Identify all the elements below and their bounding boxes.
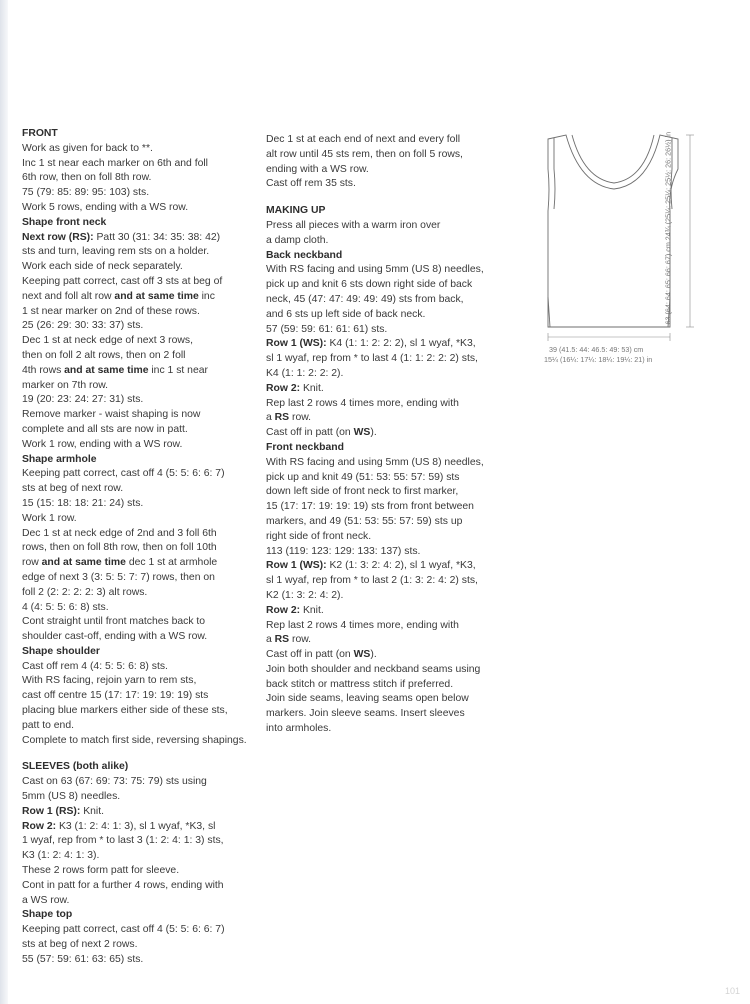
text-line: Rep last 2 rows 4 times more, ending with	[266, 397, 459, 409]
text-line: alt row until 45 sts rem, then on foll 5 rows,	[266, 148, 463, 160]
text-line: Row 2: Knit.	[266, 604, 324, 616]
text-line: Work 1 row, ending with a WS row.	[22, 438, 183, 450]
text-line: into armholes.	[266, 723, 332, 735]
text-line: 75 (79: 85: 89: 95: 103) sts.	[22, 187, 150, 199]
text-line: pick up and knit 49 (51: 53: 55: 57: 59) sts	[266, 471, 460, 483]
text-line: foll 2 (2: 2: 2: 2: 3) alt rows.	[22, 586, 148, 598]
text-line: Cast off rem 4 (4: 5: 5: 6: 8) sts.	[22, 660, 168, 672]
text-line: 1 st near marker on 2nd of these rows.	[22, 305, 200, 317]
text-line: Inc 1 st near each marker on 6th and foll	[22, 157, 208, 169]
text-line: Cast off rem 35 sts.	[266, 178, 356, 190]
text-line: Row 1 (WS): K2 (1: 3: 2: 4: 2), sl 1 wyaf, *K3,	[266, 560, 476, 572]
text-line: 57 (59: 59: 61: 61: 61) sts.	[266, 323, 388, 335]
text-line: K2 (1: 3: 2: 4: 2).	[266, 589, 344, 601]
text-line: shoulder cast-off, ending with a WS row.	[22, 631, 208, 643]
text-line: These 2 rows form patt for sleeve.	[22, 865, 180, 877]
shape-top-heading: Shape top	[22, 909, 73, 921]
shape-front-neck-heading: Shape front neck	[22, 216, 107, 228]
text-line: Row 2: Knit.	[266, 382, 324, 394]
text-line: Work 1 row.	[22, 512, 77, 524]
text-line: Dec 1 st at neck edge of 2nd and 3 foll 6th	[22, 527, 217, 539]
shape-shoulder-heading: Shape shoulder	[22, 645, 100, 657]
text-line: Rep last 2 rows 4 times more, ending with	[266, 619, 459, 631]
text-line: 5mm (US 8) needles.	[22, 791, 121, 803]
text-line: sts and turn, leaving rem sts on a holder.	[22, 246, 210, 258]
text-line: next and foll alt row and at same time inc	[22, 290, 215, 302]
text-line: sts at beg of next row.	[22, 483, 124, 495]
text-line: sl 1 wyaf, rep from * to last 2 (1: 3: 2: 4: 2) sts,	[266, 575, 478, 587]
text-line: complete and all sts are now in patt.	[22, 423, 188, 435]
text-line: sts at beg of next 2 rows.	[22, 939, 138, 951]
text-line: Work 5 rows, ending with a WS row.	[22, 201, 189, 213]
text-line: Keeping patt correct, cast off 3 sts at beg of	[22, 275, 223, 287]
text-line: Cont straight until front matches back to	[22, 616, 206, 628]
text-line: Next row (RS): Patt 30 (31: 34: 35: 38: 42)	[22, 231, 221, 243]
page-edge	[0, 0, 8, 1004]
text-line: ending with a WS row.	[266, 163, 369, 175]
shape-armhole-heading: Shape armhole	[22, 453, 97, 465]
text-line: 55 (57: 59: 61: 63: 65) sts.	[22, 953, 144, 965]
text-line: With RS facing and using 5mm (US 8) needles,	[266, 456, 484, 468]
text-line: Cast on 63 (67: 69: 73: 75: 79) sts using	[22, 776, 207, 788]
text-line: a WS row.	[22, 894, 70, 906]
text-line: 15 (15: 18: 18: 21: 24) sts.	[22, 497, 144, 509]
text-line: rows, then on foll 8th row, then on foll 10th	[22, 542, 217, 554]
text-line: Complete to match first side, reversing shapings.	[22, 734, 247, 746]
text-line: Join side seams, leaving seams open below	[266, 693, 469, 705]
front-heading: FRONT	[22, 128, 58, 139]
text-line: Dec 1 st at each end of next and every foll	[266, 134, 461, 145]
text-line: pick up and knit 6 sts down right side of back	[266, 279, 473, 291]
height-label: 63 (64: 64: 65: 66: 67) cm 24¾ (25¼: 25¼: 25½: 26: 26½) in	[663, 131, 673, 325]
text-line: 4th rows and at same time inc 1 st near	[22, 364, 208, 376]
text-line: 25 (26: 29: 30: 33: 37) sts.	[22, 320, 144, 332]
text-line: a damp cloth.	[266, 234, 329, 246]
text-line: 15 (17: 17: 19: 19: 19) sts from front between	[266, 501, 474, 513]
text-line: placing blue markers either side of these sts,	[22, 705, 228, 717]
text-line: and 6 sts up left side of back neck.	[266, 308, 426, 320]
text-line: Row 2: K3 (1: 2: 4: 1: 3), sl 1 wyaf, *K3, sl	[22, 820, 216, 832]
neckband-line	[572, 135, 654, 183]
text-line: row and at same time dec 1 st at armhole	[22, 557, 218, 569]
front-neckband-heading: Front neckband	[266, 441, 344, 453]
text-line: Work each side of neck separately.	[22, 261, 183, 273]
text-line: sl 1 wyaf, rep from * to last 4 (1: 1: 2: 2: 2) sts,	[266, 353, 478, 365]
text-line: marker on 7th row.	[22, 379, 109, 391]
text-line: 6th row, then on foll 8th row.	[22, 172, 152, 184]
text-line: Press all pieces with a warm iron over	[266, 219, 441, 231]
text-line: 19 (20: 23: 24: 27: 31) sts.	[22, 394, 144, 406]
text-line: right side of front neck.	[266, 530, 372, 542]
text-line: Remove marker - waist shaping is now	[22, 409, 201, 421]
text-line: With RS facing, rejoin yarn to rem sts,	[22, 675, 197, 687]
column-left	[22, 127, 260, 968]
text-line: 113 (119: 123: 129: 133: 137) sts.	[266, 545, 421, 557]
text-line: then on foll 2 alt rows, then on 2 foll	[22, 349, 186, 361]
text-line: patt to end.	[22, 719, 74, 731]
width-cm-label: 39 (41.5: 44: 46.5: 49: 53) cm	[549, 345, 644, 354]
text-line: a RS row.	[266, 634, 312, 646]
text-line: back stitch or mattress stitch if preferred.	[266, 678, 454, 690]
text-line: neck, 45 (47: 47: 49: 49: 49) sts from back,	[266, 293, 464, 305]
text-line: Keeping patt correct, cast off 4 (5: 5: 6: 6: 7)	[22, 468, 225, 480]
page-number: 101	[724, 986, 740, 996]
text-line: Keeping patt correct, cast off 4 (5: 5: 6: 6: 7)	[22, 924, 225, 936]
text-line: Work as given for back to **.	[22, 142, 153, 154]
text-line: 1 wyaf, rep from * to last 3 (1: 2: 4: 1: 3) sts,	[22, 835, 224, 847]
text-line: Join both shoulder and neckband seams using	[266, 663, 481, 675]
text-line: Cont in patt for a further 4 rows, ending with	[22, 879, 224, 891]
armhole-band-left	[554, 138, 555, 209]
back-neckband-heading: Back neckband	[266, 249, 343, 261]
text-line: 4 (4: 5: 5: 6: 8) sts.	[22, 601, 109, 613]
text-line: Row 1 (RS): Knit.	[22, 805, 104, 817]
text-line: markers, and 49 (51: 53: 55: 57: 59) sts up	[266, 515, 463, 527]
text-line: Dec 1 st at neck edge of next 3 rows,	[22, 335, 193, 347]
text-line: down left side of front neck to first marker,	[266, 486, 459, 498]
text-line: K4 (1: 1: 2: 2: 2).	[266, 367, 344, 379]
garment-schematic	[536, 127, 721, 372]
text-line: K3 (1: 2: 4: 1: 3).	[22, 850, 100, 862]
text-line: Cast off in patt (on WS).	[266, 427, 377, 439]
text-line: edge of next 3 (3: 5: 5: 7: 7) rows, then on	[22, 571, 215, 583]
text-line: cast off centre 15 (17: 17: 19: 19: 19) sts	[22, 690, 209, 702]
width-in-label: 15¼ (16¼: 17¼: 18¼: 19¼: 21) in	[544, 355, 653, 364]
text-line: a RS row.	[266, 412, 312, 424]
text-line: Row 1 (WS): K4 (1: 1: 2: 2: 2), sl 1 wyaf, *K3,	[266, 338, 476, 350]
text-line: With RS facing and using 5mm (US 8) needles,	[266, 264, 484, 276]
text-line: markers. Join sleeve seams. Insert sleeves	[266, 708, 465, 720]
text-line: Cast off in patt (on WS).	[266, 649, 377, 661]
garment-outline	[548, 131, 678, 327]
making-up-heading: MAKING UP	[266, 205, 326, 217]
sleeves-heading: SLEEVES (both alike)	[22, 761, 129, 773]
column-middle	[266, 133, 506, 737]
